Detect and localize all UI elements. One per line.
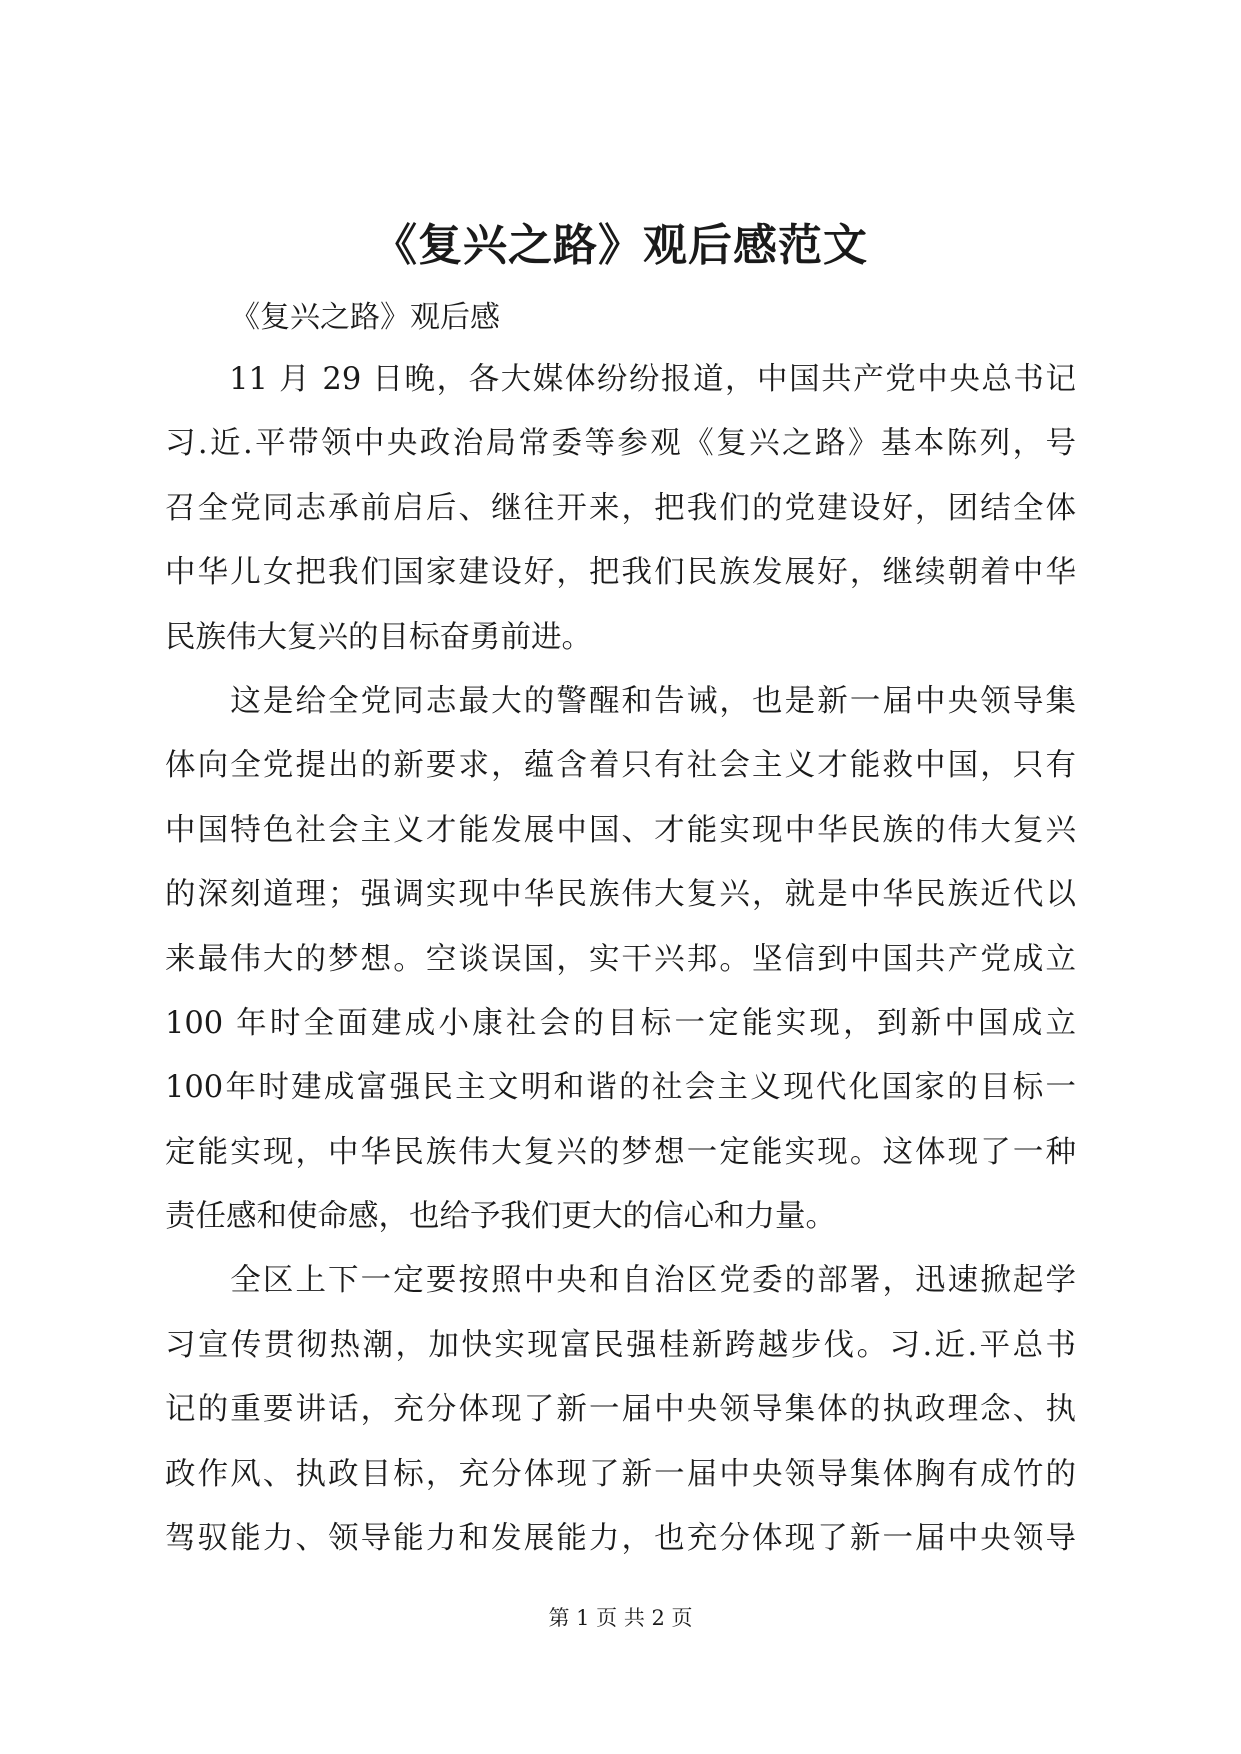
text-line: 召全党同志承前启后、继往开来，把我们的党建设好，团结全体 (165, 490, 1076, 526)
text-line: 来最伟大的梦想。空谈误国，实干兴邦。坚信到中国共产党成立 (165, 941, 1076, 977)
document-subtitle: 《复兴之路》观后感 (230, 300, 500, 335)
text-line: 体向全党提出的新要求，蕴含着只有社会主义才能救中国，只有 (165, 748, 1076, 784)
document-body (165, 348, 1076, 1571)
text-line: 100年时建成富强民主文明和谐的社会主义现代化国家的目标一 (165, 1070, 1076, 1106)
text-line: 中华儿女把我们国家建设好，把我们民族发展好，继续朝着中华 (165, 555, 1076, 591)
text-line: 100 年时全面建成小康社会的目标一定能实现，到新中国成立 (165, 1005, 1076, 1041)
text-line: 责任感和使命感，也给予我们更大的信心和力量。 (165, 1199, 836, 1235)
text-line: 的深刻道理；强调实现中华民族伟大复兴，就是中华民族近代以 (165, 877, 1076, 913)
text-line: 中国特色社会主义才能发展中国、才能实现中华民族的伟大复兴 (165, 812, 1076, 848)
text-line: 习宣传贯彻热潮，加快实现富民强桂新跨越步伐。习.近.平总书 (165, 1327, 1076, 1363)
paragraph-1 (165, 348, 1076, 670)
text-line: 全区上下一定要按照中央和自治区党委的部署，迅速掀起学 (165, 1263, 1076, 1299)
text-line: 定能实现，中华民族伟大复兴的梦想一定能实现。这体现了一种 (165, 1134, 1076, 1170)
page-footer: 第 1 页 共 2 页 (548, 1606, 693, 1630)
paragraph-2 (165, 670, 1076, 1250)
text-line: 这是给全党同志最大的警醒和告诫，也是新一届中央领导集 (165, 683, 1076, 719)
text-line: 习.近.平带领中央政治局常委等参观《复兴之路》基本陈列，号 (165, 426, 1076, 462)
text-line: 政作风、执政目标，充分体现了新一届中央领导集体胸有成竹的 (165, 1456, 1076, 1492)
document-title: 《复兴之路》观后感范文 (373, 220, 868, 271)
text-line: 记的重要讲话，充分体现了新一届中央领导集体的执政理念、执 (165, 1392, 1076, 1428)
paragraph-3 (165, 1249, 1076, 1571)
text-line: 11 月 29 日晚，各大媒体纷纷报道，中国共产党中央总书记 (165, 362, 1076, 397)
text-line: 驾驭能力、领导能力和发展能力，也充分体现了新一届中央领导 (165, 1521, 1076, 1557)
text-line: 民族伟大复兴的目标奋勇前进。 (165, 619, 592, 655)
